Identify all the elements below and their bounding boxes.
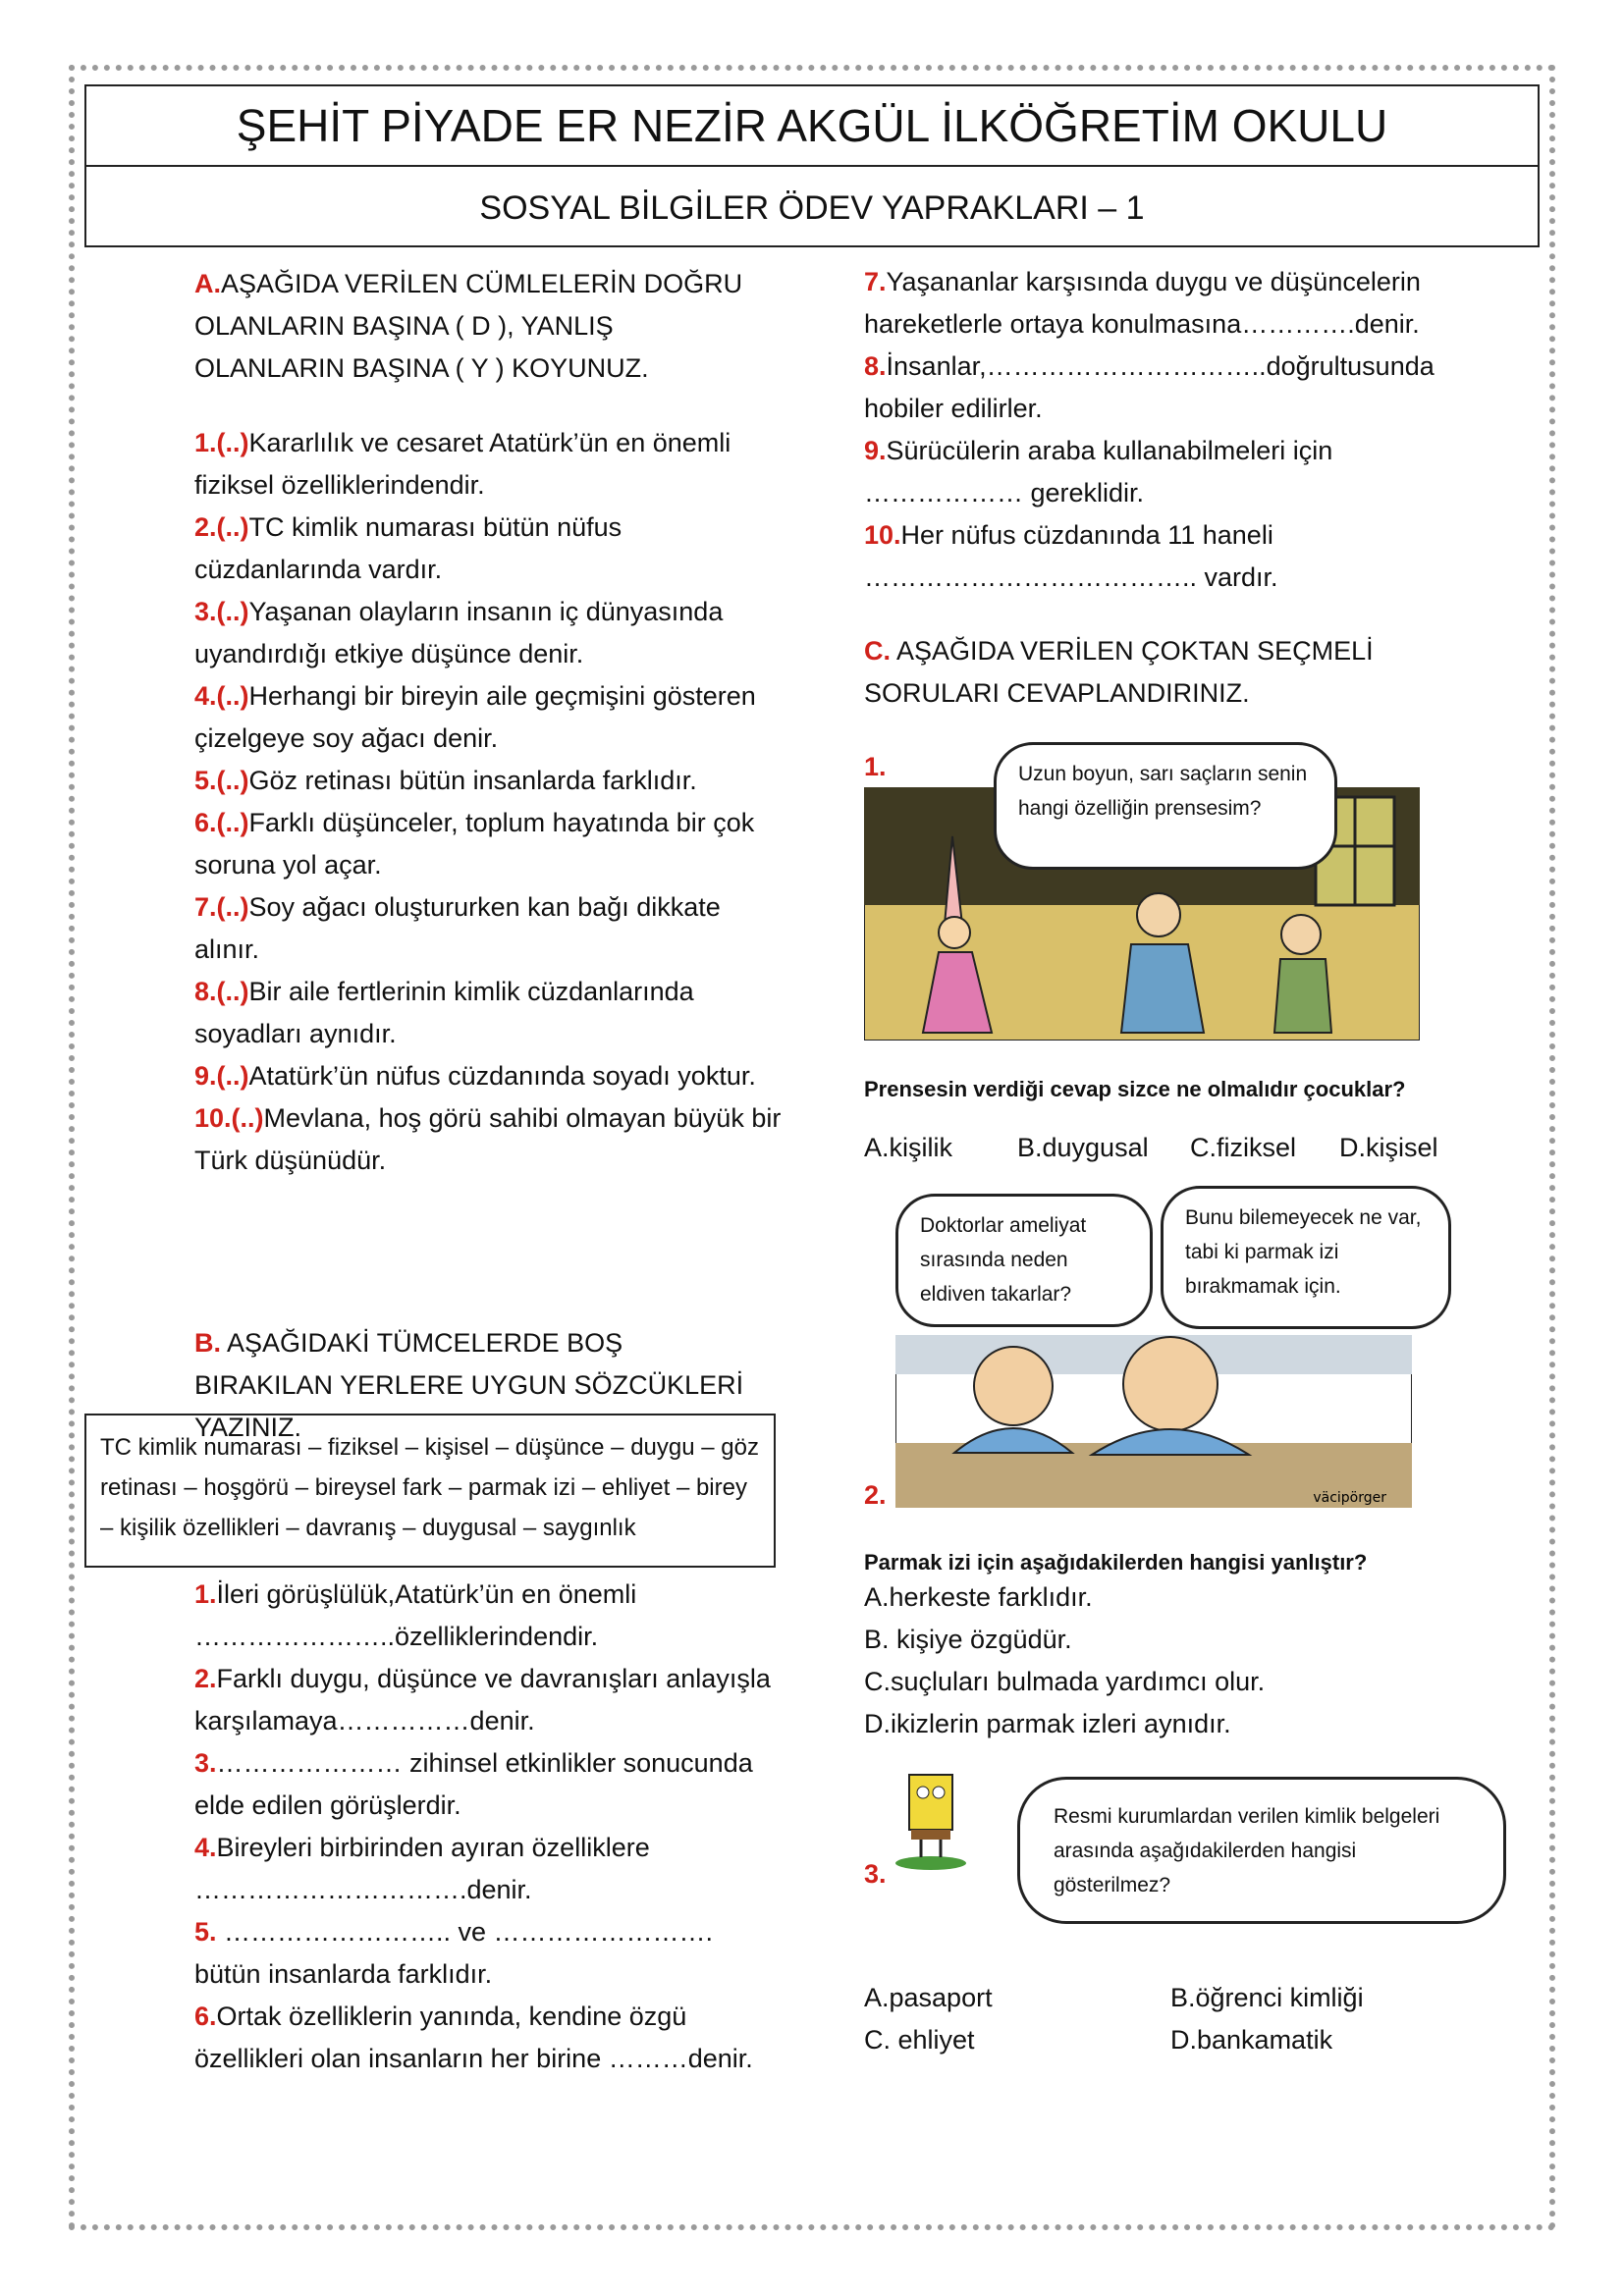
list-item: 4.Bireyleri birbirinden ayıran özelliklere ………………………….denir. <box>194 1833 650 1904</box>
question-2-text: Parmak izi için aşağıdakilerden hangisi yanlıştır? <box>864 1550 1368 1575</box>
list-item: 1.(..)Kararlılık ve cesaret Atatürk’ün en önemli fiziksel özelliklerindendir. <box>194 428 731 500</box>
question-1-text: Prensesin verdiği cevap sizce ne olmalıdır çocuklar? <box>864 1077 1406 1101</box>
question-3-speech-bubble: Resmi kurumlardan verilen kimlik belgeleri arasında aşağıdakilerden hangisi gösterilmez? <box>1017 1777 1506 1924</box>
question-3-option-a: A.pasaport <box>864 1983 993 2012</box>
section-b-list-right <box>864 261 1453 599</box>
section-c-instruction: C. AŞAĞIDA VERİLEN ÇOKTAN SEÇMELİ SORULARI CEVAPLANDIRINIZ. <box>864 636 1374 708</box>
question-3-option-d: D.bankamatik <box>1170 2025 1333 2055</box>
question-2-speech-bubble-right: Bunu bilemeyecek ne var, tabi ki parmak izi bırakmamak için. <box>1161 1186 1451 1329</box>
section-b-list-left <box>194 1574 784 2080</box>
list-item: 5.(..)Göz retinası bütün insanlarda farklıdır. <box>194 766 697 795</box>
section-a-letter: A. <box>194 269 221 298</box>
question-2-option-c: C.suçluları bulmada yardımcı olur. <box>864 1667 1266 1696</box>
section-b-letter: B. <box>194 1328 221 1358</box>
question-3-option-c: C. ehliyet <box>864 2025 975 2055</box>
list-item: 8.İnsanlar,…………………………..doğrultusunda hobiler edilirler. <box>864 351 1435 423</box>
list-item: 10.(..)Mevlana, hoş görü sahibi olmayan büyük bir Türk düşünüdür. <box>194 1103 782 1175</box>
section-c-letter: C. <box>864 636 891 666</box>
question-1-option-b: B.duygusal <box>1017 1133 1149 1162</box>
list-item: 7.(..)Soy ağacı oluştururken kan bağı dikkate alınır. <box>194 892 721 964</box>
question-1-number: 1. <box>864 752 887 781</box>
question-2-number: 2. <box>864 1480 887 1510</box>
question-2-option-b: B. kişiye özgüdür. <box>864 1625 1072 1654</box>
list-item: 2.(..)TC kimlik numarası bütün nüfus cüzdanlarında vardır. <box>194 512 623 584</box>
school-title: ŞEHİT PİYADE ER NEZİR AKGÜL İLKÖĞRETİM OKULU <box>84 84 1540 167</box>
list-item: 6.(..)Farklı düşünceler, toplum hayatında bir çok soruna yol açar. <box>194 808 755 880</box>
list-item: 3.(..)Yaşanan olayların insanın iç dünyasında uyandırdığı etkiye düşünce denir. <box>194 597 724 668</box>
cartoon-signature: väcipörger <box>1313 1490 1386 1506</box>
question-1-speech-bubble: Uzun boyun, sarı saçların senin hangi özelliğin prensesim? <box>994 742 1337 870</box>
question-2-speech-bubble-left: Doktorlar ameliyat sırasında neden eldiven takarlar? <box>895 1194 1153 1327</box>
question-2-options <box>864 1576 1265 1745</box>
question-3-number: 3. <box>864 1859 887 1889</box>
question-2-option-d: D.ikizlerin parmak izleri aynıdır. <box>864 1709 1231 1738</box>
list-item: 9.Sürücülerin araba kullanabilmeleri için ……………… gereklidir. <box>864 436 1333 507</box>
list-item: 2.Farklı duygu, düşünce ve davranışları anlayışla karşılamaya……………denir. <box>194 1664 771 1735</box>
question-3-option-b: B.öğrenci kimliği <box>1170 1983 1364 2012</box>
section-a-list <box>194 422 784 1182</box>
question-1-option-c: C.fiziksel <box>1190 1133 1297 1162</box>
list-item: 8.(..)Bir aile fertlerinin kimlik cüzdanlarında soyadları aynıdır. <box>194 977 694 1048</box>
question-2-option-a: A.herkeste farklıdır. <box>864 1582 1093 1612</box>
list-item: 9.(..)Atatürk’ün nüfus cüzdanında soyadı yoktur. <box>194 1061 756 1091</box>
list-item: 6.Ortak özelliklerin yanında, kendine özgü özellikleri olan insanların her birine ………denir. <box>194 2002 753 2073</box>
word-bank: TC kimlik numarası – fiziksel – kişisel – düşünce – duygu – göz retinası – hoşgörü – bireysel fark – parmak izi – ehliyet – birey – kişilik özellikleri – davranış – duygusal – saygınlık <box>84 1414 776 1568</box>
cartoon-doctors-illustration <box>895 1335 1412 1508</box>
question-1-option-d: D.kişisel <box>1339 1133 1438 1162</box>
list-item: 3.………………… zihinsel etkinlikler sonucunda elde edilen görüşlerdir. <box>194 1748 753 1820</box>
section-a-instruction: A.AŞAĞIDA VERİLEN CÜMLELERİN DOĞRU OLANLARIN BAŞINA ( D ), YANLIŞ OLANLARIN BAŞINA ( Y ) KOYUNUZ. <box>194 269 743 383</box>
worksheet-title: SOSYAL BİLGİLER ÖDEV YAPRAKLARI – 1 <box>84 165 1540 247</box>
section-b-instruction: B. AŞAĞIDAKİ TÜMCELERDE BOŞ BIRAKILAN YERLERE UYGUN SÖZCÜKLERİ YAZINIZ. <box>194 1328 744 1442</box>
list-item: 10.Her nüfus cüzdanında 11 haneli ……………………………….. vardır. <box>864 520 1278 592</box>
list-item: 7.Yaşananlar karşısında duygu ve düşüncelerin hareketlerle ortaya konulmasına………….denir. <box>864 267 1421 339</box>
list-item: 4.(..)Herhangi bir bireyin aile geçmişini gösteren çizelgeye soy ağacı denir. <box>194 681 756 753</box>
question-1-option-a: A.kişilik <box>864 1133 953 1162</box>
list-item: 1.İleri görüşlülük,Atatürk’ün en önemli …………………..özelliklerindendir. <box>194 1579 637 1651</box>
list-item: 5. …………………….. ve ……………………. bütün insanlarda farklıdır. <box>194 1917 714 1989</box>
cartoon-sponge-character <box>892 1767 970 1871</box>
